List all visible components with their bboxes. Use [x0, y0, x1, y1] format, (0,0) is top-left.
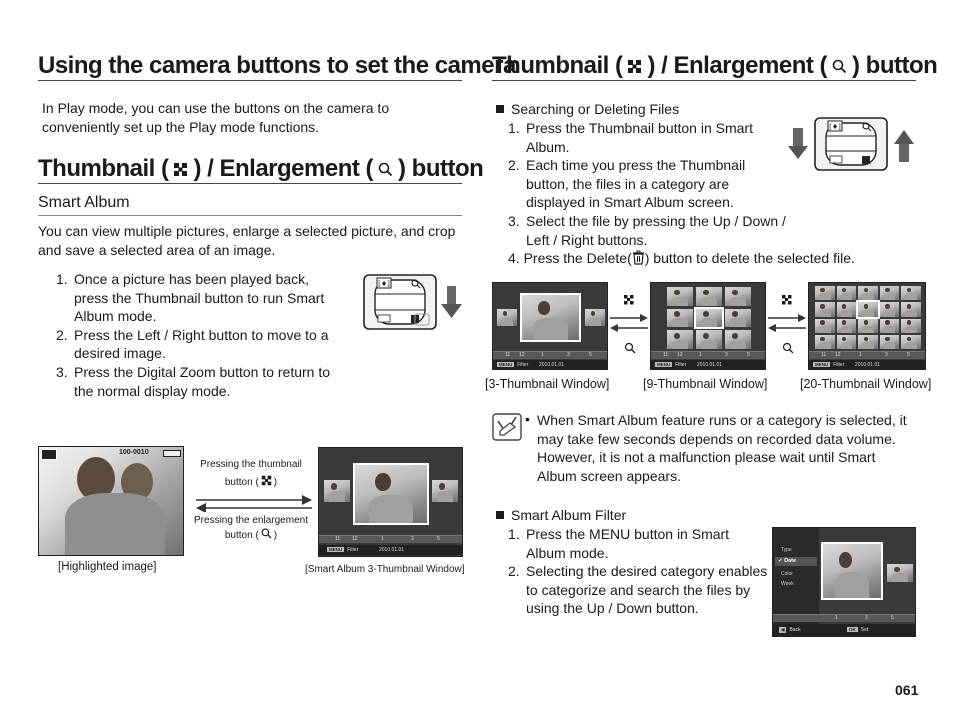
highlighted-image-caption: [Highlighted image] [58, 561, 157, 573]
smart-album-filter-screen: Type ✓ Date Color Week 1 3 5 ◀ Back OK Set [772, 527, 916, 637]
thumbnail-icon [627, 59, 642, 74]
search-heading: Searching or Deleting Files [496, 101, 679, 117]
title-rule [38, 80, 462, 81]
filter-menu-color[interactable]: Color [781, 571, 793, 577]
smart-album-description: You can view multiple pictures, enlarge a selected picture, and crop and save a selected area of an image. [38, 223, 456, 258]
page-number: 061 [895, 682, 919, 698]
thumbnail-tile[interactable] [815, 319, 835, 333]
thumbnail-tile[interactable] [667, 330, 693, 349]
list-item: 2. Press the Left / Right button to move to a desired image. [56, 326, 329, 362]
section-rule [38, 183, 462, 184]
thumbnail-tile[interactable] [837, 335, 857, 349]
note-icon [492, 413, 522, 441]
list-item: 1. Once a picture has been played back, press the Thumbnail button to run Smart Album mode. [56, 271, 325, 325]
thumbnail-tile[interactable] [815, 335, 835, 349]
thumbnail-icon [261, 475, 272, 486]
thumbnail-window-20: 11 12 1 3 5 MENU Filter 2010.01.01 [808, 282, 926, 370]
magnifier-icon [832, 59, 847, 74]
thumbnail-tile[interactable] [858, 286, 878, 300]
thumbnail-tile[interactable] [858, 319, 878, 333]
bullet-square [496, 511, 504, 519]
thumbnail-tile[interactable] [880, 302, 900, 316]
thumbnail-tile[interactable] [901, 319, 921, 333]
thumbnail-tile[interactable] [901, 335, 921, 349]
highlighted-image-screen [38, 446, 184, 556]
subheading-rule [38, 215, 462, 216]
thumbnail-tile[interactable] [858, 335, 878, 349]
camera-buttons-diagram-right [786, 116, 916, 174]
section-title-part-c: ) button [398, 155, 484, 182]
arrow-right-icon [192, 494, 316, 512]
section-title-part-a: Thumbnail ( [38, 155, 169, 182]
window-switch-arrows-1 [608, 292, 650, 358]
camera-buttons-diagram [363, 274, 467, 330]
thumbnail-tile[interactable] [901, 302, 921, 316]
thumbnail-tile[interactable] [696, 330, 722, 349]
list-item: 3. Select the file by pressing the Up / Down / Left / Right buttons. [508, 212, 786, 248]
thumbnail-tile[interactable] [696, 287, 722, 306]
step-4-delete: 4. Press the Delete( ) button to delete the selected file. [508, 250, 855, 266]
thumbnail-tile[interactable] [815, 302, 835, 316]
thumbnail-tile[interactable] [880, 319, 900, 333]
right-title-rule [492, 80, 916, 81]
set-button[interactable]: OK Set [849, 627, 869, 633]
thumbnail-icon [173, 162, 188, 177]
caption-3-thumbnail: [3-Thumbnail Window] [485, 377, 610, 391]
thumbnail-tile[interactable] [880, 335, 900, 349]
svg-text:[♦]: [♦] [829, 123, 841, 131]
magnifier-icon [261, 528, 272, 539]
thumbnail-window-3: 11 12 1 3 5 MENU Filter 2010.01.01 [492, 282, 608, 370]
thumbnail-tile[interactable] [815, 286, 835, 300]
thumbnail-tile[interactable] [725, 287, 751, 306]
thumbnail-tile[interactable] [696, 309, 722, 328]
right-section-title: Thumbnail ( ) / Enlargement ( ) button [492, 52, 938, 79]
list-item: 2. Each time you press the Thumbnail button, the files in a category are displayed in Smart Album screen. [508, 157, 746, 211]
arrow-down-icon [441, 286, 462, 318]
thumbnail-tile[interactable] [725, 309, 751, 328]
subheading-smart-album: Smart Album [38, 194, 130, 211]
thumbnail-tile[interactable] [837, 319, 857, 333]
thumbnail-tile[interactable] [880, 286, 900, 300]
bullet-square [496, 105, 504, 113]
note-text: When Smart Album feature runs or a category is selected, it may take few seconds depends on recorded data volume. However, it is not a malfunction please wait until Smart Album screen appears. [537, 412, 907, 484]
filter-menu-week[interactable]: Week [781, 581, 794, 587]
search-steps-list [508, 119, 786, 249]
list-item: 1. Press the MENU button in Smart Album mode. [508, 526, 730, 561]
back-button[interactable]: ◀ Back [781, 627, 801, 633]
thumbnail-tile[interactable] [858, 302, 878, 316]
arrow-down-icon [788, 128, 808, 159]
filter-steps-list [508, 525, 768, 618]
thumbnail-tile[interactable] [725, 330, 751, 349]
thumbnail-tile[interactable] [667, 309, 693, 328]
window-switch-arrows-2 [766, 292, 808, 358]
thumbnail-grid-20 [815, 286, 921, 349]
section-title-part-b: ) / Enlargement ( [193, 155, 374, 182]
delete-icon [632, 250, 645, 265]
thumbnail-tile[interactable] [837, 302, 857, 316]
magnifier-icon [378, 162, 393, 177]
caption-9-thumbnail: [9-Thumbnail Window] [643, 377, 768, 391]
list-item: 1. Press the Thumbnail button in Smart Album. [508, 120, 753, 155]
list-item: 2. Selecting the desired category enables to categorize and search the files by using the Up / Down button. [508, 563, 768, 617]
filter-menu-type[interactable]: Type [781, 547, 792, 553]
caption-20-thumbnail: [20-Thumbnail Window] [800, 377, 932, 391]
intro-text: In Play mode, you can use the buttons on the camera to conveniently set up the Play mode functions. [42, 100, 390, 135]
list-item: 3. Press the Digital Zoom button to return to the normal display mode. [56, 363, 331, 399]
thumbnail-window-9: 11 12 1 3 5 MENU Filter 2010.01.01 [650, 282, 766, 370]
pressing-thumbnail-label: Pressing the thumbnail button ( ) [200, 459, 302, 488]
filter-heading: Smart Album Filter [496, 507, 626, 523]
thumbnail-grid-9 [667, 287, 751, 349]
section-title [38, 155, 483, 183]
left-steps-list [56, 270, 334, 400]
arrow-up-icon [894, 130, 914, 162]
smart-album-caption: [Smart Album 3-Thumbnail Window] [305, 564, 465, 575]
thumbnail-tile[interactable] [901, 286, 921, 300]
filter-menu-panel [773, 528, 819, 624]
thumbnail-tile[interactable] [837, 286, 857, 300]
thumbnail-tile[interactable] [667, 287, 693, 306]
note-bullet: • [525, 411, 530, 427]
page-title: Using the camera buttons to set the camera [38, 52, 516, 79]
smart-album-3-thumbnail-window: 11 12 1 3 5 MENU Filter 2010.01.01 [318, 447, 463, 557]
pressing-enlargement-label: Pressing the enlargement button ( ) [194, 515, 308, 541]
svg-text:[♦]: [♦] [378, 280, 390, 288]
filter-menu-date[interactable]: ✓ Date [775, 557, 817, 566]
file-number: 100-0010 [119, 449, 149, 456]
